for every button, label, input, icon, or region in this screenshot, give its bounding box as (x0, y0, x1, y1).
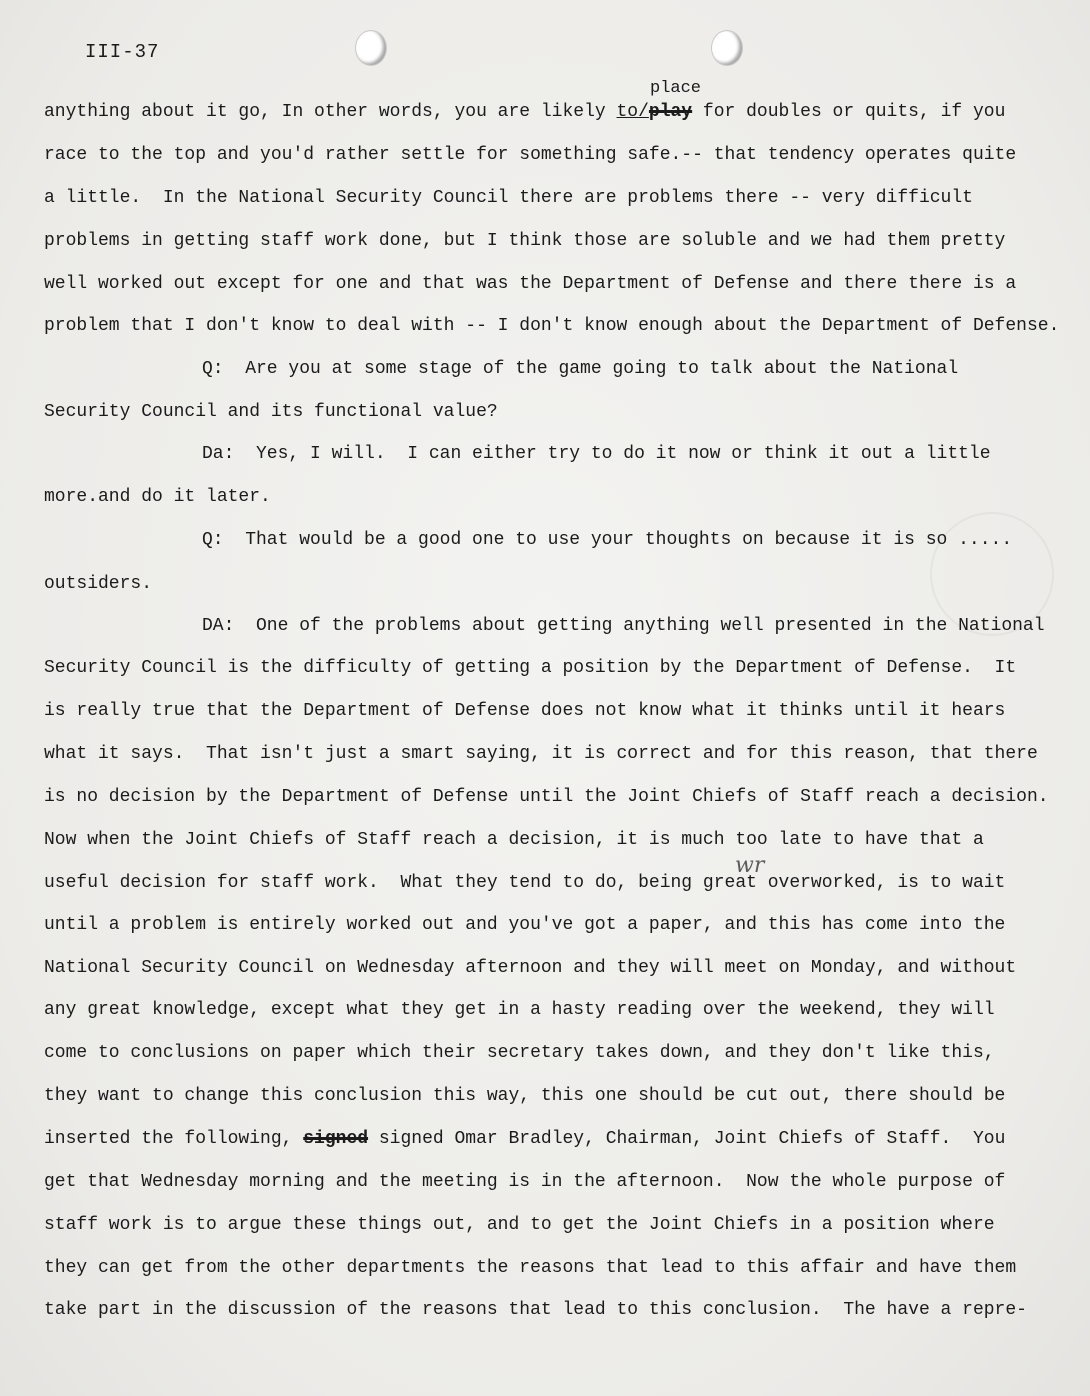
text-line-11: Q: That would be a good one to use your thoughts on because it is so ..... (202, 530, 1013, 550)
text-line-10: more.and do it later. (44, 487, 271, 507)
handwritten-insertion: place (650, 79, 702, 98)
handwritten-margin-mark: wr (735, 853, 765, 878)
line-1-end: for doubles or quits, if you (692, 102, 1006, 122)
text-line-4: problems in getting staff work done, but I think those are soluble and we had them pretty (44, 231, 1006, 251)
text-line-27: staff work is to argue these things out, and to get the Joint Chiefs in a position where (44, 1215, 995, 1235)
text-line-16: what it says. That isn't just a smart saying, it is correct and for this reason, that there (44, 744, 1038, 764)
text-line-13: DA: One of the problems about getting anything well presented in the National (202, 616, 1045, 636)
text-line-3: a little. In the National Security Council there are problems there -- very difficult (44, 188, 973, 208)
text-line-8: Security Council and its functional value? (44, 402, 498, 422)
text-line-18: Now when the Joint Chiefs of Staff reach a decision, it is much too late to have that a (44, 830, 984, 850)
text-line-19: useful decision for staff work. What they tend to do, being great overworked, is to wait (44, 873, 1006, 893)
text-line-22: any great knowledge, except what they get in a hasty reading over the weekend, they will (44, 1000, 995, 1020)
text-line-12: outsiders. (44, 574, 153, 594)
text-line-17: is no decision by the Department of Defense until the Joint Chiefs of Staff reach a decision. (44, 787, 1049, 807)
text-line-2: race to the top and you'd rather settle for something safe.-- that tendency operates quite (44, 145, 1017, 165)
text-line-24: they want to change this conclusion this way, this one should be cut out, there should be (44, 1086, 1006, 1106)
line-1-start: anything about it go, In other words, you are likely (44, 102, 617, 122)
line-1-insertion-mark: to/ (616, 102, 649, 122)
page-number: III-37 (85, 41, 160, 63)
text-line-21: National Security Council on Wednesday afternoon and they will meet on Monday, and without (44, 958, 1017, 978)
text-line-23: come to conclusions on paper which their secretary takes down, and they don't like this, (44, 1043, 995, 1063)
line-25-start: inserted the following, (44, 1129, 304, 1149)
text-line-28: they can get from the other departments the reasons that lead to this affair and have them (44, 1258, 1017, 1278)
text-line-1 (44, 100, 1005, 124)
text-line-9: Da: Yes, I will. I can either try to do it now or think it out a little (202, 444, 991, 464)
punch-hole-right (712, 31, 742, 65)
text-line-14: Security Council is the difficulty of getting a position by the Department of Defense. It (44, 658, 1017, 678)
text-line-29: take part in the discussion of the reasons that lead to this conclusion. The have a repre- (44, 1300, 1027, 1320)
text-line-15: is really true that the Department of Defense does not know what it thinks until it hears (44, 701, 1006, 721)
text-line-26: get that Wednesday morning and the meeting is in the afternoon. Now the whole purpose of (44, 1172, 1006, 1192)
struck-word-signed: signed (303, 1129, 369, 1149)
text-line-25 (44, 1127, 1005, 1151)
punch-hole-left (356, 31, 386, 65)
text-line-20: until a problem is entirely worked out and you've got a paper, and this has come into the (44, 915, 1006, 935)
text-line-7: Q: Are you at some stage of the game going to talk about the National (202, 359, 959, 379)
text-line-5: well worked out except for one and that was the Department of Defense and there there is a (44, 274, 1017, 294)
struck-word-play: play (648, 102, 693, 122)
line-25-end: signed Omar Bradley, Chairman, Joint Chiefs of Staff. You (368, 1129, 1006, 1149)
text-line-6: problem that I don't know to deal with -- I don't know enough about the Department of Defense. (44, 316, 1060, 336)
